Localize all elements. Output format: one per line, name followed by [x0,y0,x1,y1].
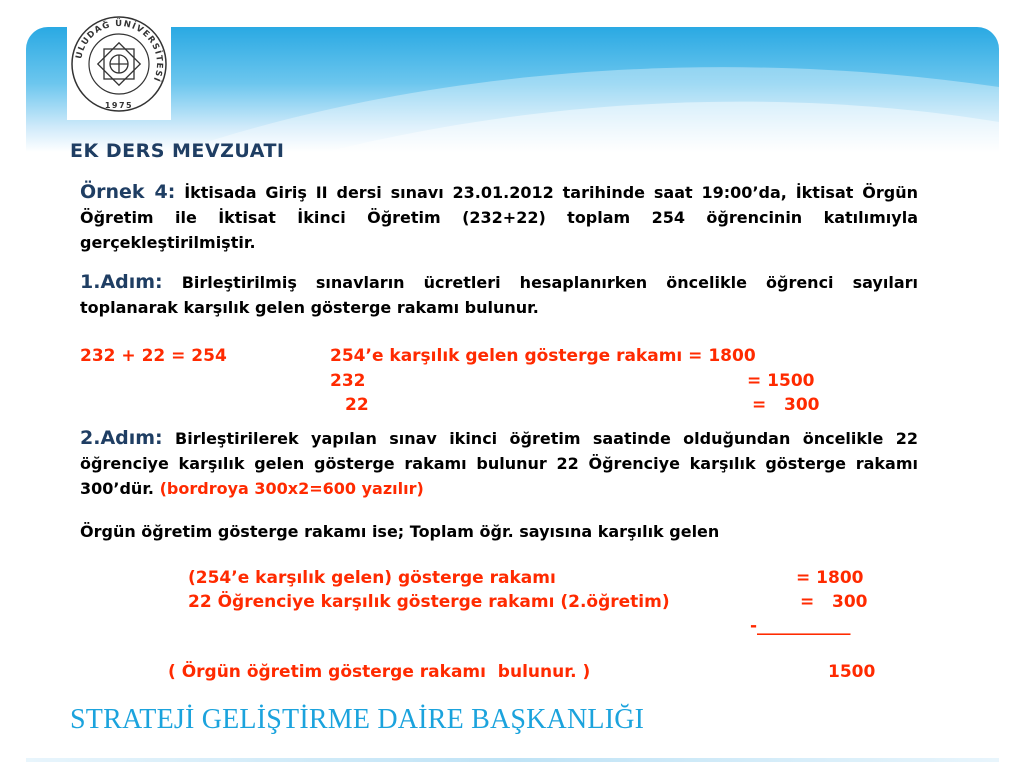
calc-row3-label: 22 [345,395,369,415]
step2-lead: 2.Adım: [80,427,163,449]
step2-note: (bordroya 300x2=600 yazılır) [159,479,424,498]
calc-row2-value: = 1500 [747,371,815,391]
logo-year: 1975 [104,101,134,110]
footer-department-name: STRATEJİ GELİŞTİRME DAİRE BAŞKANLIĞI [70,704,645,735]
orgun-result-value: 1500 [828,662,876,682]
banner-swoosh-decoration [26,27,999,152]
university-logo [67,8,171,120]
bottom-divider [26,758,999,762]
orgun-result-label: ( Örgün öğretim gösterge rakamı bulunur. ) [168,662,591,682]
example-lead: Örnek 4: [80,181,176,203]
step1-text: Birleştirilmiş sınavların ücretleri hesaplanırken öncelikle öğrenci sayıları toplanarak karşılık gelen gösterge rakamı bulunur. [80,273,919,317]
section-title: EK DERS MEVZUATI [70,140,285,162]
orgun-row1-label: (254’e karşılık gelen) gösterge rakamı [188,568,556,588]
example-paragraph [80,180,918,255]
step2-text: Birleştirilerek yapılan sınav ikinci öğretim saatinde olduğundan öncelikle 22 öğrenciye karşılık gelen gösterge rakamı bulunur 22 Öğrenciye karşılık gösterge rakamı 300’dür. [80,429,918,498]
orgun-row1-value: = 1800 [796,568,864,588]
step2-paragraph [80,426,918,501]
step1-lead: 1.Adım: [80,271,163,293]
example-text: İktisada Giriş II dersi sınavı 23.01.2012 tarihinde saat 19:00’da, İktisat Örgün Öğretim ile İktisat İkinci Öğretim (232+22) toplam 254 öğrencinin katılımıyla gerçekleştirilmiştir. [80,183,918,252]
logo-ring-text: ULUDAĞ ÜNİVERSİTESİ [74,18,165,84]
calc-row2-label: 232 [330,371,366,391]
calc-row1: 254’e karşılık gelen gösterge rakamı = 1800 [330,346,756,366]
calc-row3-value: = 300 [752,395,820,415]
orgun-row2-label: 22 Öğrenciye karşılık gösterge rakamı (2.öğretim) [188,592,670,612]
step1-paragraph [80,270,918,320]
university-seal-icon [67,8,171,120]
orgun-row2-value: = 300 [800,592,868,612]
orgun-intro: Örgün öğretim gösterge rakamı ise; Toplam öğr. sayısına karşılık gelen [80,522,720,541]
orgun-minus-line: -___________ [750,616,851,636]
calc-sum: 232 + 22 = 254 [80,346,227,366]
svg-text:ULUDAĞ ÜNİVERSİTESİ [74,18,164,84]
header-banner [26,27,999,152]
